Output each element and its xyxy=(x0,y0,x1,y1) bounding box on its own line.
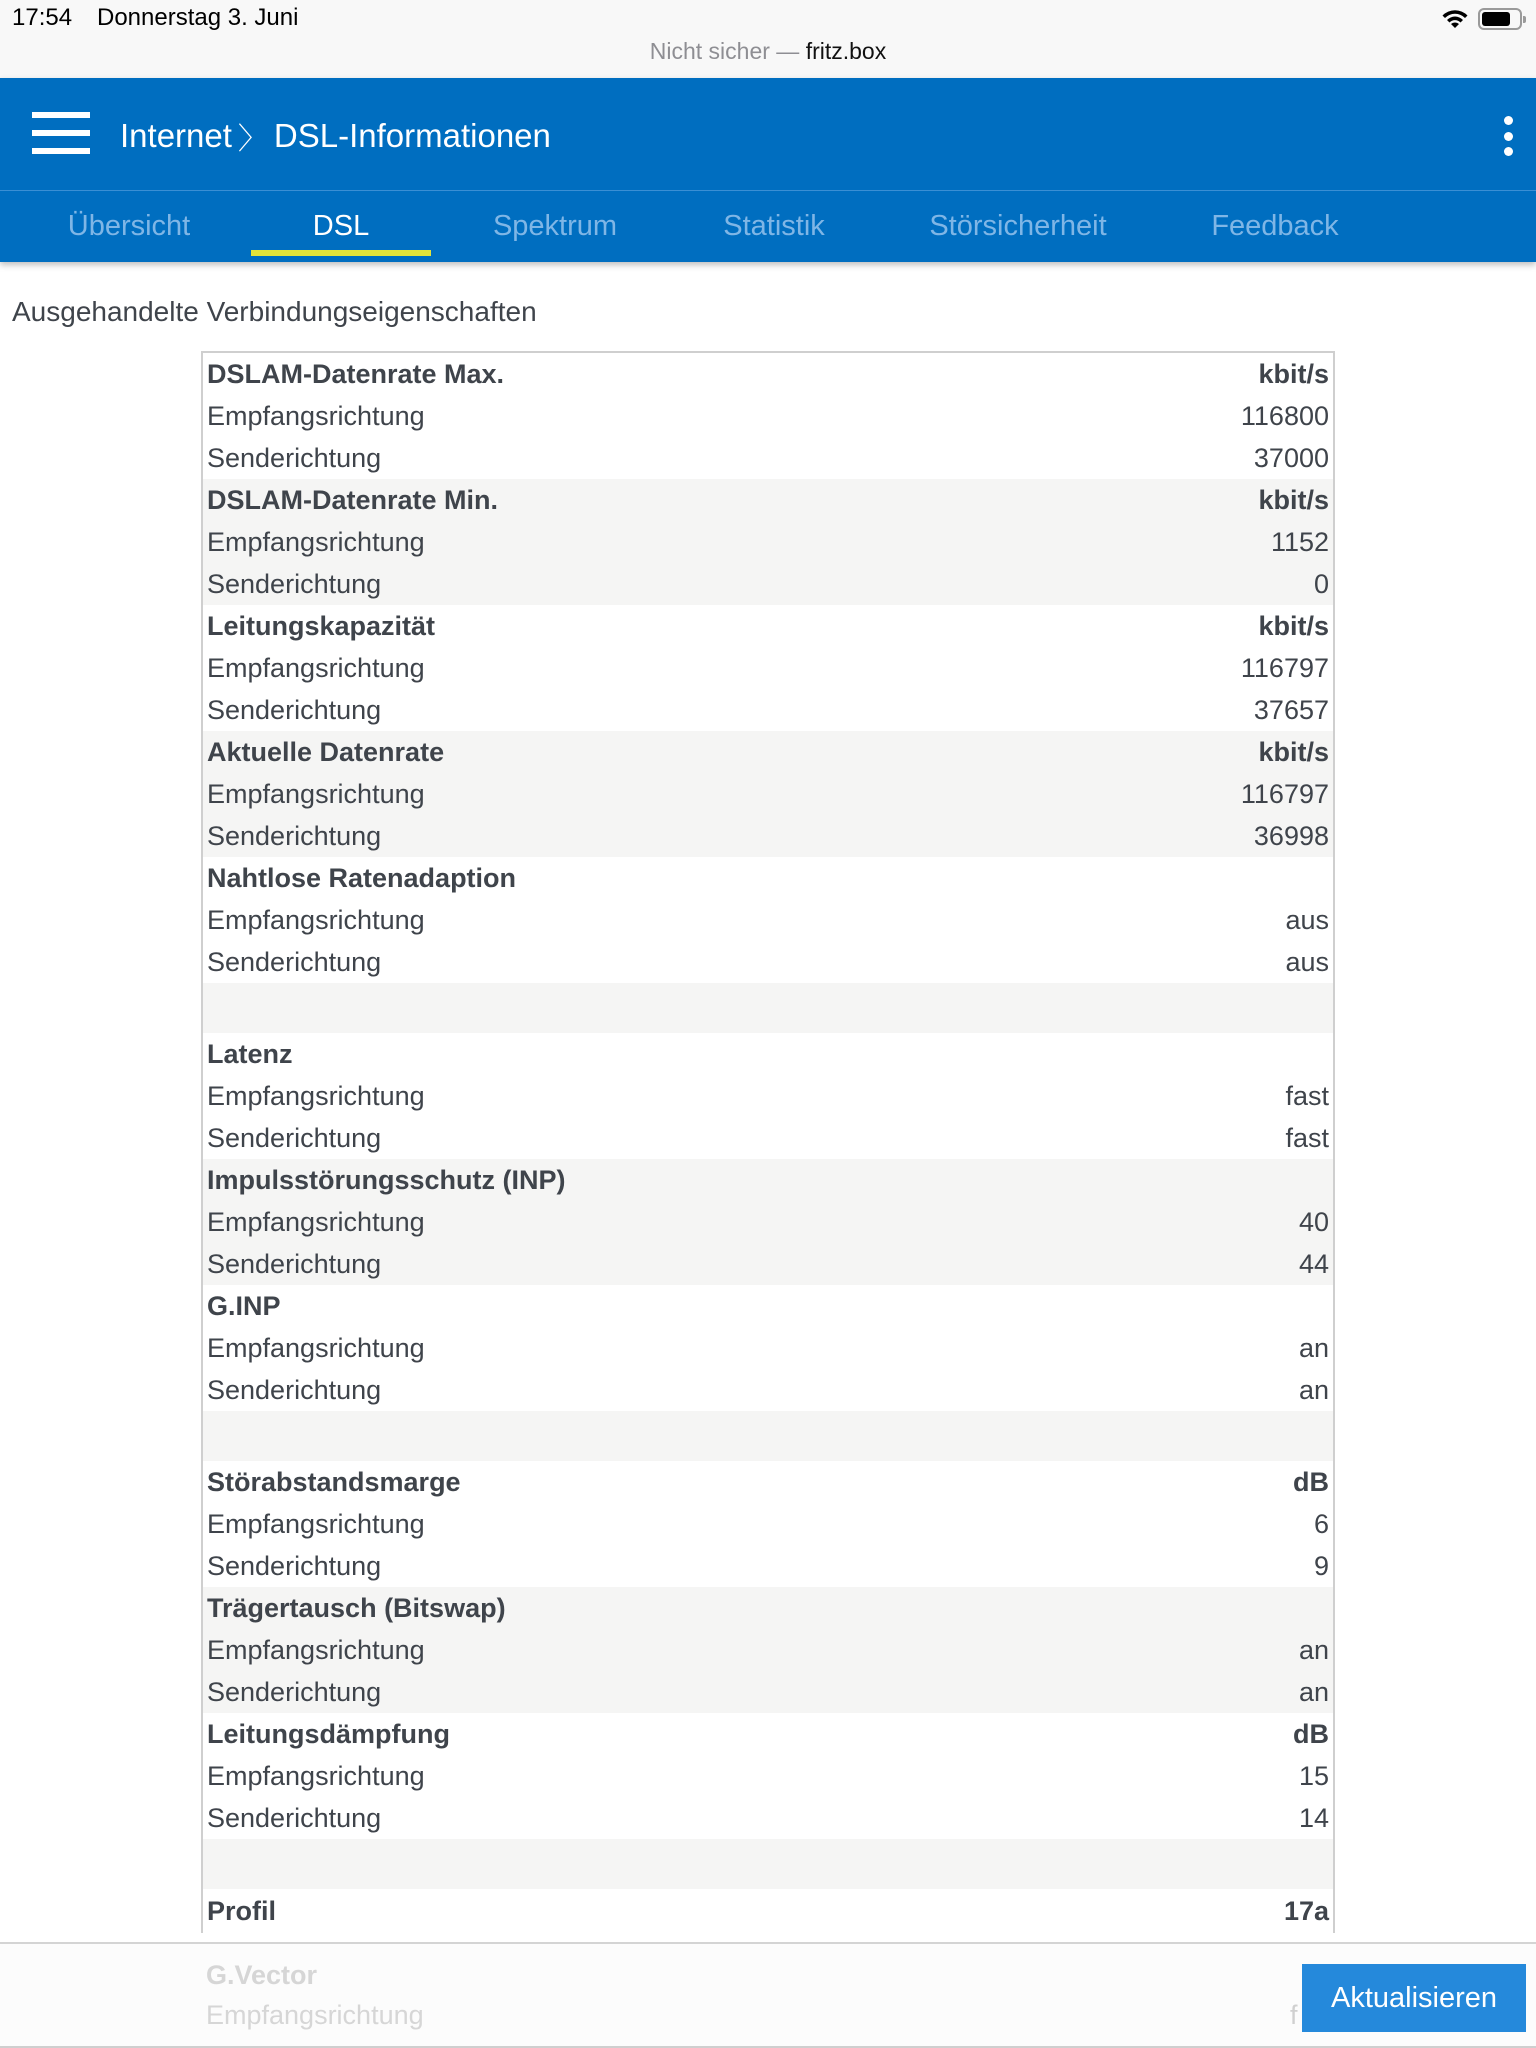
group-title: Trägertausch (Bitswap) xyxy=(207,1592,506,1623)
group-title: Nahtlose Ratenadaption xyxy=(207,862,517,893)
tab-dsl[interactable]: DSL xyxy=(251,190,431,262)
hamburger-menu-icon[interactable] xyxy=(32,112,90,154)
tx-label: Senderichtung xyxy=(207,568,382,599)
tab-feedback[interactable]: Feedback xyxy=(1211,209,1339,242)
table-row-header xyxy=(203,1033,1333,1075)
tx-value: 14 xyxy=(1298,1802,1329,1833)
rx-label: Empfangsrichtung xyxy=(207,1760,425,1791)
group-title: Aktuelle Datenrate xyxy=(207,736,445,767)
table-row xyxy=(203,521,1333,563)
rx-value: 15 xyxy=(1298,1760,1329,1791)
tab-bar xyxy=(0,190,1536,262)
table-row xyxy=(203,1201,1333,1243)
unit-label: dB xyxy=(1293,1718,1329,1749)
tab-statistik[interactable]: Statistik xyxy=(723,209,825,242)
group-dslam-min xyxy=(203,479,1333,605)
table-row xyxy=(203,395,1333,437)
group-dslam-max xyxy=(203,353,1333,479)
table-row xyxy=(203,1075,1333,1117)
section-title: Ausgehandelte Verbindungseigenschaften xyxy=(12,296,537,327)
tx-value: 0 xyxy=(1313,568,1329,599)
rx-value: 1152 xyxy=(1270,526,1329,557)
table-spacer-row xyxy=(203,1411,1333,1461)
group-title: DSLAM-Datenrate Max. xyxy=(207,358,505,389)
tx-value: 37657 xyxy=(1253,694,1329,725)
table-row xyxy=(203,1629,1333,1671)
group-leitungsdaempfung xyxy=(203,1713,1333,1839)
table-row-header xyxy=(203,1587,1333,1629)
group-profil xyxy=(203,1889,1333,1933)
group-ginp xyxy=(203,1285,1333,1411)
table-row xyxy=(203,1117,1333,1159)
tx-value: an xyxy=(1298,1676,1329,1707)
group-title: G.INP xyxy=(207,1290,281,1321)
tx-value: an xyxy=(1298,1374,1329,1405)
breadcrumb-internet[interactable]: Internet xyxy=(120,117,232,154)
group-aktuelle-datenrate xyxy=(203,731,1333,857)
group-title: Störabstandsmarge xyxy=(207,1466,461,1497)
table-row xyxy=(203,437,1333,479)
table-row xyxy=(203,773,1333,815)
tab-spektrum[interactable]: Spektrum xyxy=(492,209,618,242)
group-title: Leitungsdämpfung xyxy=(207,1718,450,1749)
status-icons xyxy=(1440,8,1522,30)
group-nahtlose-ratenadaption xyxy=(203,857,1333,983)
breadcrumb xyxy=(120,114,551,158)
group-bitswap xyxy=(203,1587,1333,1713)
table-row xyxy=(203,689,1333,731)
group-title: Leitungskapazität xyxy=(207,610,436,641)
rx-value: 116800 xyxy=(1240,400,1329,431)
tab-uebersicht[interactable]: Übersicht xyxy=(67,209,191,242)
table-spacer-row xyxy=(203,983,1333,1033)
table-row xyxy=(203,647,1333,689)
rx-label: Empfangsrichtung xyxy=(207,778,425,809)
group-leitungskapazitaet xyxy=(203,605,1333,731)
profile-value: 17a xyxy=(1283,1895,1329,1926)
status-time: 17:54 xyxy=(12,4,73,31)
tx-label: Senderichtung xyxy=(207,1802,382,1833)
tx-label: Senderichtung xyxy=(207,1248,382,1279)
tx-value: 9 xyxy=(1313,1550,1329,1581)
table-row xyxy=(203,899,1333,941)
tx-value: aus xyxy=(1285,946,1329,977)
table-row xyxy=(203,1755,1333,1797)
wifi-icon xyxy=(1440,8,1470,30)
unit-label: kbit/s xyxy=(1258,610,1329,641)
unit-label: kbit/s xyxy=(1258,736,1329,767)
table-row xyxy=(203,1243,1333,1285)
table-spacer-row xyxy=(203,1839,1333,1889)
rx-label: Empfangsrichtung xyxy=(207,526,425,557)
rx-value: fast xyxy=(1285,1080,1329,1111)
tx-value: fast xyxy=(1285,1122,1329,1153)
rx-label: Empfangsrichtung xyxy=(207,1634,425,1665)
tx-value: 44 xyxy=(1298,1248,1329,1279)
tx-label: Senderichtung xyxy=(207,1676,382,1707)
table-row-header xyxy=(203,857,1333,899)
rx-value: 6 xyxy=(1313,1508,1329,1539)
footer-bar xyxy=(0,1942,1536,2048)
table-row-header xyxy=(203,1159,1333,1201)
table-row xyxy=(203,815,1333,857)
battery-icon xyxy=(1478,8,1522,30)
tx-label: Senderichtung xyxy=(207,820,382,851)
breadcrumb-dsl-informationen: DSL-Informationen xyxy=(273,117,551,154)
table-row-header xyxy=(203,479,1333,521)
table-row xyxy=(203,1503,1333,1545)
group-title: Latenz xyxy=(207,1038,293,1069)
table-row xyxy=(203,563,1333,605)
table-row xyxy=(203,941,1333,983)
kebab-menu-icon[interactable] xyxy=(1498,116,1518,156)
url-security-label: Nicht sicher — xyxy=(649,38,800,64)
group-title: DSLAM-Datenrate Min. xyxy=(207,484,499,515)
group-stoerabstandsmarge xyxy=(203,1461,1333,1587)
table-row-header xyxy=(203,1461,1333,1503)
tx-label: Senderichtung xyxy=(207,1550,382,1581)
ghost-group-title: G.Vector xyxy=(206,1960,318,1990)
app-header xyxy=(0,78,1536,262)
url-bar[interactable] xyxy=(0,38,1536,65)
table-row-header xyxy=(203,1713,1333,1755)
tab-stoersicherheit[interactable]: Störsicherheit xyxy=(929,209,1107,242)
tx-label: Senderichtung xyxy=(207,946,382,977)
table-row xyxy=(203,1327,1333,1369)
table-row-header xyxy=(203,1889,1333,1933)
group-inp xyxy=(203,1159,1333,1285)
tx-label: Senderichtung xyxy=(207,1122,382,1153)
rx-value: 40 xyxy=(1298,1206,1329,1237)
chevron-right-icon: 〉 xyxy=(237,123,268,156)
unit-label: dB xyxy=(1293,1466,1329,1497)
ios-status-bar xyxy=(0,0,1536,78)
table-row xyxy=(203,1545,1333,1587)
rx-value: 116797 xyxy=(1240,652,1329,683)
rx-label: Empfangsrichtung xyxy=(207,400,425,431)
table-row-header xyxy=(203,1285,1333,1327)
rx-label: Empfangsrichtung xyxy=(207,1206,425,1237)
refresh-button[interactable]: Aktualisieren xyxy=(1302,1964,1526,2032)
rx-value: an xyxy=(1298,1634,1329,1665)
tx-value: 37000 xyxy=(1253,442,1329,473)
profile-label: Profil xyxy=(207,1895,277,1926)
ghost-rx-value: f xyxy=(1290,2000,1298,2030)
tx-label: Senderichtung xyxy=(207,442,382,473)
unit-label: kbit/s xyxy=(1258,484,1329,515)
rx-label: Empfangsrichtung xyxy=(207,1080,425,1111)
rx-label: Empfangsrichtung xyxy=(207,652,425,683)
status-date: Donnerstag 3. Juni xyxy=(97,4,299,31)
unit-label: kbit/s xyxy=(1258,358,1329,389)
table-row-header xyxy=(203,353,1333,395)
group-title: Impulsstörungsschutz (INP) xyxy=(207,1164,566,1195)
table-row xyxy=(203,1369,1333,1411)
tx-value: 36998 xyxy=(1253,820,1329,851)
rx-label: Empfangsrichtung xyxy=(207,904,425,935)
tx-label: Senderichtung xyxy=(207,1374,382,1405)
table-row-header xyxy=(203,731,1333,773)
url-host: fritz.box xyxy=(805,38,887,64)
rx-label: Empfangsrichtung xyxy=(207,1508,425,1539)
rx-value: 116797 xyxy=(1240,778,1329,809)
table-row-header xyxy=(203,605,1333,647)
group-latenz xyxy=(203,1033,1333,1159)
rx-value: aus xyxy=(1285,904,1329,935)
rx-value: an xyxy=(1298,1332,1329,1363)
tx-label: Senderichtung xyxy=(207,694,382,725)
ghost-rx-label: Empfangsrichtung xyxy=(206,2000,424,2030)
table-row xyxy=(203,1671,1333,1713)
rx-label: Empfangsrichtung xyxy=(207,1332,425,1363)
table-row xyxy=(203,1797,1333,1839)
connection-properties-table xyxy=(201,351,1335,1933)
